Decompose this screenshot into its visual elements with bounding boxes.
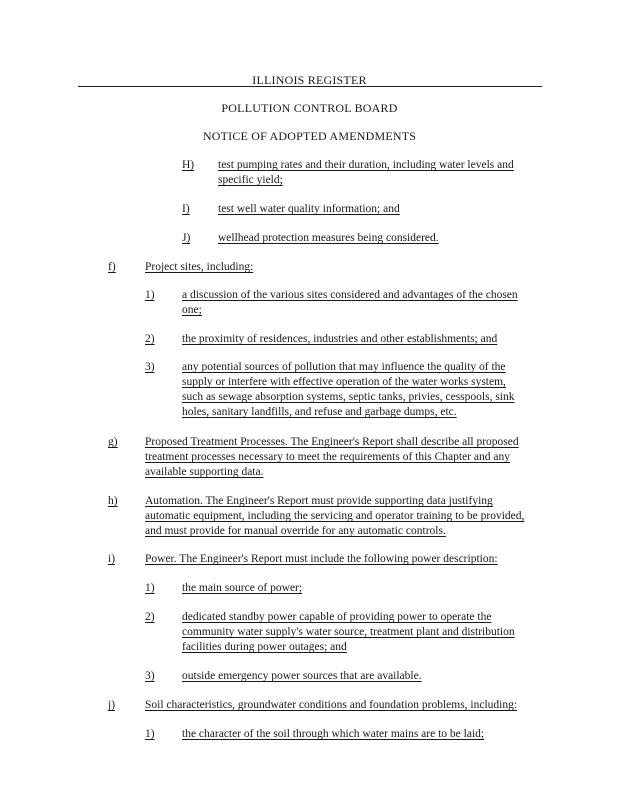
item-text: treatment processes necessary to meet the requirements of this Chapter and any xyxy=(145,451,510,463)
item-text: holes, sanitary landfills, and refuse and garbage dumps, etc. xyxy=(182,406,457,418)
item-text: Soil characteristics, groundwater conditions and foundation problems, including: xyxy=(145,699,518,711)
item-text: such as sewage absorption systems, septic tanks, privies, cesspools, sink xyxy=(182,391,515,403)
item-text: any potential sources of pollution that may influence the quality of the xyxy=(182,361,506,373)
item-label: 3) xyxy=(145,361,155,373)
item-text: Automation. The Engineer's Report must provide supporting data justifying xyxy=(145,495,493,507)
item-text: test well water quality information; and xyxy=(218,203,400,215)
item-text: automatic equipment, including the servicing and operator training to be provided, xyxy=(145,510,525,522)
item-label: 1) xyxy=(145,289,155,301)
item-text: and must provide for manual override for any automatic controls. xyxy=(145,525,446,537)
item-label: H) xyxy=(182,159,195,171)
item-label: 2) xyxy=(145,333,155,345)
item-text: the proximity of residences, industries and other establishments; and xyxy=(182,333,498,345)
item-text: community water supply's water source, treatment plant and distribution xyxy=(182,626,515,638)
item-label: 1) xyxy=(145,728,155,740)
item-text: test pumping rates and their duration, including water levels and xyxy=(218,159,514,171)
item-label: i) xyxy=(108,553,116,565)
item-label: I) xyxy=(182,203,190,215)
item-label: 3) xyxy=(145,670,155,682)
item-label: f) xyxy=(108,261,116,273)
item-label: h) xyxy=(108,495,118,507)
item-text: outside emergency power sources that are available. xyxy=(182,670,422,682)
item-text: available supporting data. xyxy=(145,466,264,478)
item-text: one; xyxy=(182,304,202,316)
notice-title: NOTICE OF ADOPTED AMENDMENTS xyxy=(202,129,417,143)
item-text: dedicated standby power capable of providing power to operate the xyxy=(182,611,492,623)
register-title: ILLINOIS REGISTER xyxy=(252,73,367,87)
item-text: a discussion of the various sites considered and advantages of the chosen xyxy=(182,289,518,301)
item-text: facilities during power outages; and xyxy=(182,641,347,653)
board-name: POLLUTION CONTROL BOARD xyxy=(221,101,398,115)
item-text: Power. The Engineer's Report must include the following power description: xyxy=(145,553,498,565)
item-text: wellhead protection measures being considered. xyxy=(218,232,439,244)
item-text: the main source of power; xyxy=(182,582,303,594)
item-label: 1) xyxy=(145,582,155,594)
item-text: the character of the soil through which water mains are to be laid; xyxy=(182,728,485,740)
item-label: J) xyxy=(182,232,191,244)
item-text: Proposed Treatment Processes. The Engineer's Report shall describe all proposed xyxy=(145,436,519,448)
item-text: Project sites, including: xyxy=(145,261,254,273)
item-label: g) xyxy=(108,436,118,448)
item-text: specific yield; xyxy=(218,174,283,186)
item-text: supply or interfere with effective operation of the water works system, xyxy=(182,376,506,388)
item-label: 2) xyxy=(145,611,155,623)
item-label: j) xyxy=(108,699,116,711)
